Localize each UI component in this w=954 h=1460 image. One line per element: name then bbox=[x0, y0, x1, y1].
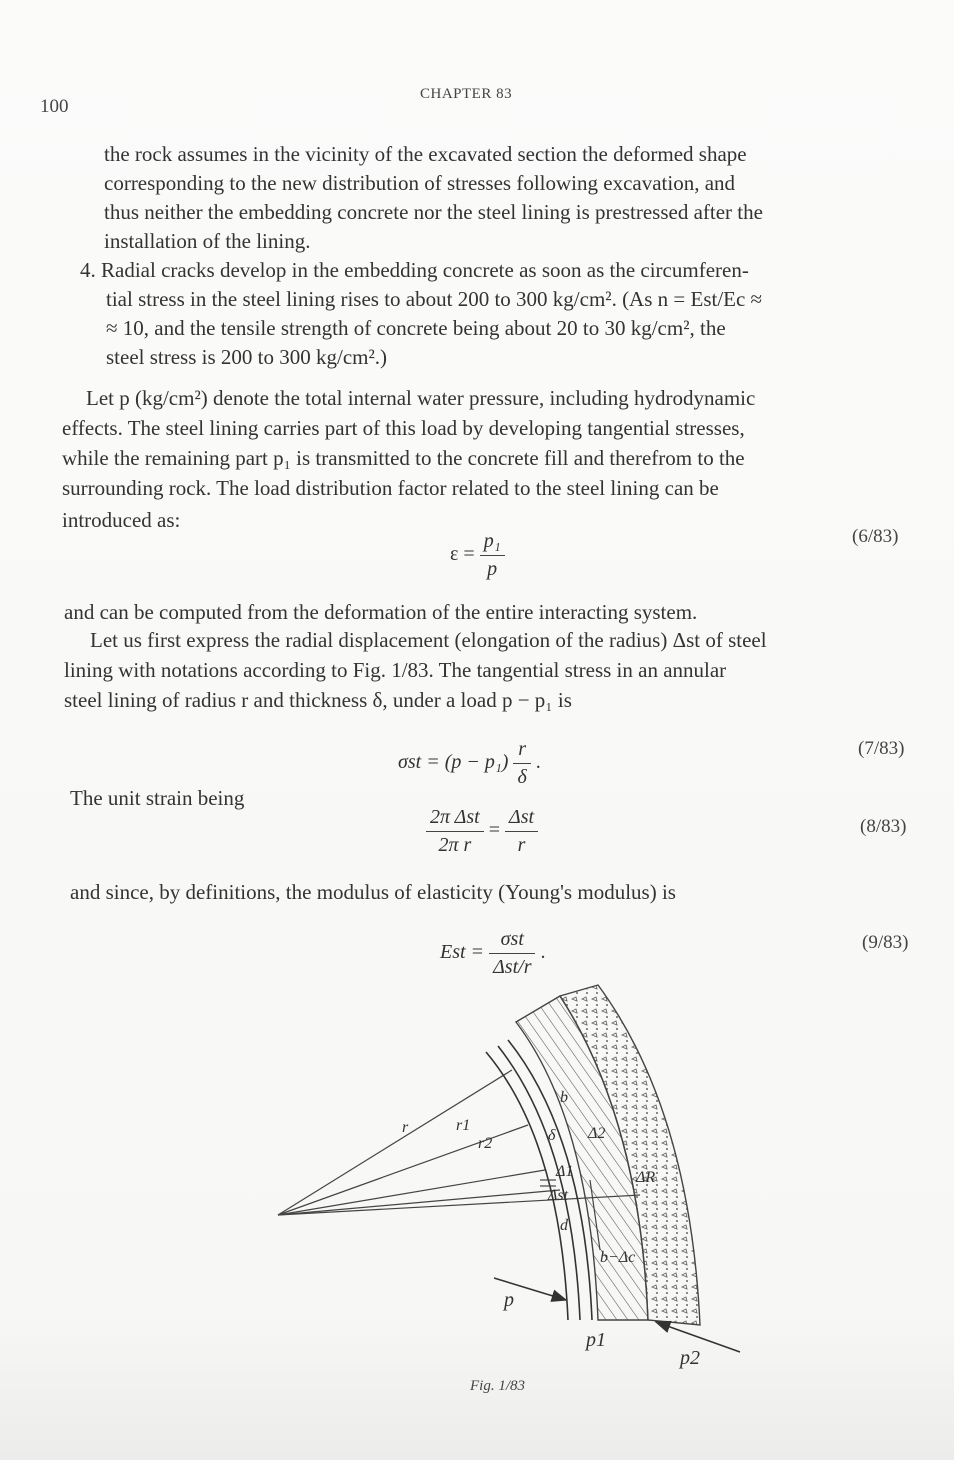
text-line: steel lining of radius r and thickness δ, under a load p − p₁ is bbox=[64, 688, 572, 712]
text-line: and can be computed from the deformation of the entire interacting system. bbox=[64, 600, 698, 624]
text-line: introduced as: bbox=[62, 508, 181, 532]
label-r2: r2 bbox=[478, 1135, 493, 1152]
label-delta2: Δ2 bbox=[588, 1125, 606, 1142]
figure-caption: Fig. 1/83 bbox=[470, 1378, 525, 1394]
fraction-denominator: r bbox=[517, 834, 526, 856]
equation-number: (9/83) bbox=[862, 932, 909, 953]
text-line: ≈ 10, and the tensile strength of concrete being about 20 to 30 kg/cm², the bbox=[106, 316, 726, 340]
equation-lhs: ε = bbox=[450, 543, 475, 566]
label-dAR: ΔR bbox=[636, 1169, 656, 1186]
equation-lhs: Est = bbox=[440, 941, 485, 964]
running-head: CHAPTER 83 bbox=[420, 86, 513, 102]
fraction-numerator: r bbox=[513, 738, 530, 764]
page-number: 100 bbox=[40, 96, 69, 117]
equation-number: (7/83) bbox=[858, 738, 905, 759]
text-line: corresponding to the new distribution of stresses following excavation, and bbox=[104, 171, 736, 195]
text-line: installation of the lining. bbox=[104, 229, 311, 253]
fraction-numerator: p₁ bbox=[480, 530, 505, 556]
text-line: The unit strain being bbox=[70, 786, 245, 810]
text-line: tial stress in the steel lining rises to about 200 to 300 kg/cm². (As n = Est/Ec ≈ bbox=[106, 287, 763, 311]
text-line: Let p (kg/cm²) denote the total internal water pressure, including hydrodynamic bbox=[86, 386, 756, 410]
equals-sign: = bbox=[488, 819, 501, 842]
equation-tail: . bbox=[535, 751, 541, 774]
label-b-minus-dc: b−Δc bbox=[600, 1249, 636, 1266]
label-delta: δ bbox=[548, 1127, 556, 1144]
fraction-numerator: σst bbox=[489, 928, 535, 954]
equation-tail: . bbox=[540, 941, 546, 964]
text-line: steel stress is 200 to 300 kg/cm².) bbox=[106, 345, 388, 369]
text-line: lining with notations according to Fig. 1/83. The tangential stress in an annular bbox=[64, 658, 727, 682]
fraction-denominator: Δst/r bbox=[493, 956, 532, 978]
label-p1: p1 bbox=[586, 1329, 606, 1351]
label-delta1: Δ1 bbox=[556, 1163, 574, 1180]
label-p: p bbox=[504, 1289, 514, 1311]
fraction-numerator: Δst bbox=[505, 806, 538, 832]
label-d: d bbox=[560, 1217, 568, 1234]
equation-number: (8/83) bbox=[860, 816, 907, 837]
text-line: the rock assumes in the vicinity of the excavated section the deformed shape bbox=[104, 142, 747, 166]
equation-number: (6/83) bbox=[852, 526, 899, 547]
text-line: effects. The steel lining carries part of this load by developing tangential stresses, bbox=[62, 416, 745, 440]
label-p2: p2 bbox=[680, 1347, 700, 1369]
label-delta-st: Δst bbox=[548, 1187, 569, 1204]
text-line: surrounding rock. The load distribution factor related to the steel lining can be bbox=[62, 476, 719, 500]
equation-lhs: σst = (p − p₁) bbox=[398, 751, 509, 774]
text-line: while the remaining part p₁ is transmitted to the concrete fill and therefrom to the bbox=[62, 446, 745, 470]
fraction-numerator: 2π Δst bbox=[426, 806, 484, 832]
label-r: r bbox=[402, 1119, 409, 1136]
label-b: b bbox=[560, 1089, 568, 1106]
text-line: Let us first express the radial displacement (elongation of the radius) Δst of steel bbox=[90, 628, 767, 652]
fraction-denominator: 2π r bbox=[438, 834, 472, 856]
text-line: and since, by definitions, the modulus of elasticity (Young's modulus) is bbox=[70, 880, 676, 904]
label-r1: r1 bbox=[456, 1117, 471, 1134]
fraction-denominator: δ bbox=[517, 766, 527, 788]
text-line: thus neither the embedding concrete nor the steel lining is prestressed after the bbox=[104, 200, 763, 224]
list-item-4: 4. Radial cracks develop in the embedding concrete as soon as the circumferen- bbox=[80, 258, 749, 282]
fraction-denominator: p bbox=[487, 558, 498, 580]
